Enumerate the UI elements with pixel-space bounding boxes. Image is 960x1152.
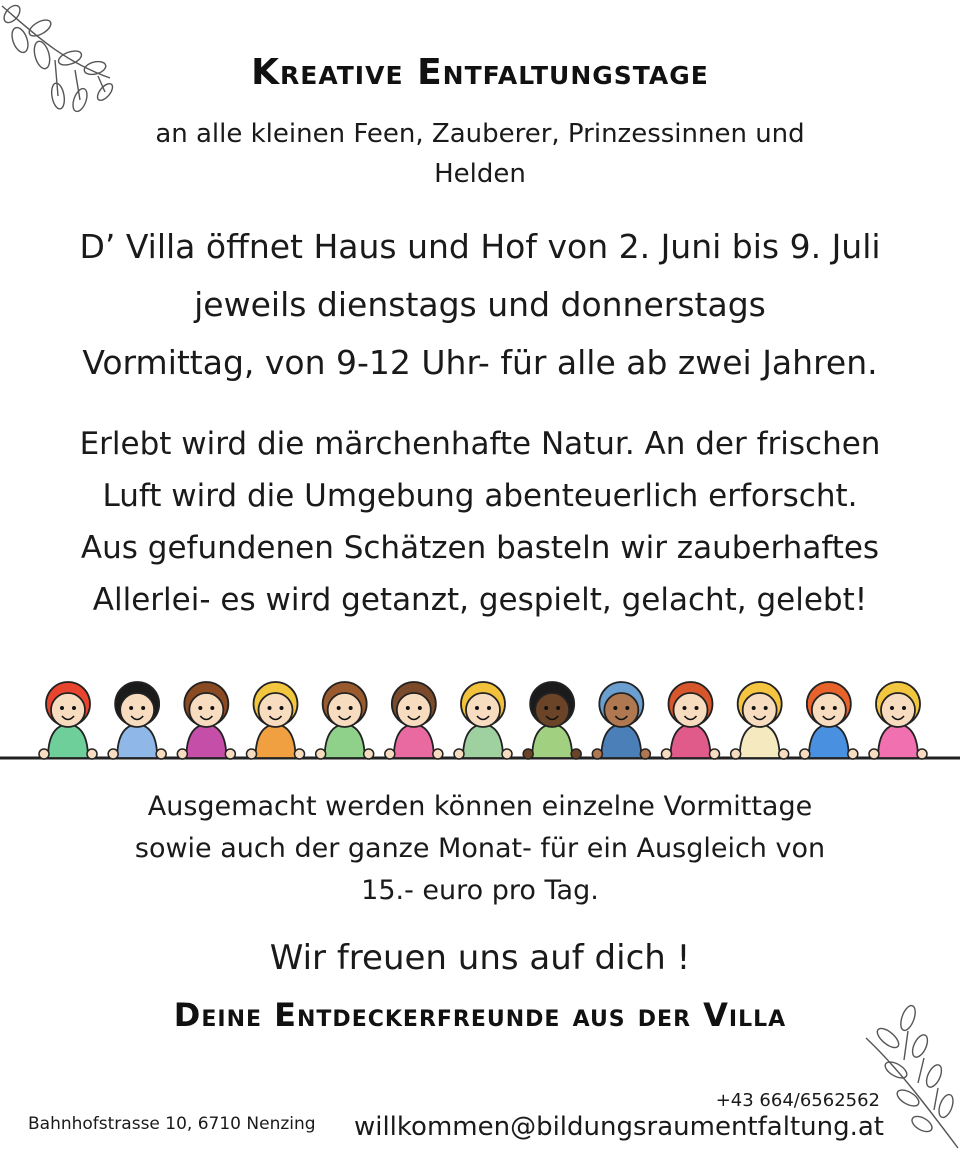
page-title: Kreative Entfaltungstage (251, 52, 709, 93)
dates-line: Vormittag, von 9-12 Uhr- für alle ab zwei Jahren. (82, 343, 878, 382)
child-figure (177, 682, 235, 759)
child-figure (662, 682, 720, 759)
address: Bahnhofstrasse 10, 6710 Nenzing (28, 1114, 316, 1134)
subtitle-line: Helden (434, 159, 526, 189)
dates-line: jeweils dienstags und donnerstags (194, 285, 766, 324)
fee-line: sowie auch der ganze Monat- für ein Ausgleich von (134, 833, 826, 864)
subtitle-line: an alle kleinen Feen, Zauberer, Prinzessinnen und (155, 119, 805, 149)
description-line: Aus gefundenen Schätzen basteln wir zauberhaftes (80, 530, 880, 566)
children-illustration (0, 662, 960, 772)
child-figure (454, 682, 512, 759)
child-figure (523, 682, 581, 759)
child-figure (247, 682, 305, 759)
email-link[interactable]: willkommen@bildungsraumentfaltung.at (353, 1112, 884, 1142)
child-figure (800, 682, 858, 759)
fee-block (40, 786, 920, 912)
greeting: Wir freuen uns auf dich ! (269, 938, 691, 978)
child-figure (385, 682, 443, 759)
description-block (0, 418, 960, 626)
dates-line: D’ Villa öffnet Haus und Hof von 2. Juni bis 9. Juli (79, 227, 881, 266)
fee-line: 15.- euro pro Tag. (361, 875, 599, 906)
signature: Deine Entdeckerfreunde aus der Villa (173, 996, 787, 1034)
description-line: Erlebt wird die märchenhafte Natur. An der frischen (79, 426, 881, 462)
child-figure (731, 682, 789, 759)
description-line: Luft wird die Umgebung abenteuerlich erforscht. (102, 478, 858, 514)
dates-block (0, 218, 960, 392)
fee-line: Ausgemacht werden können einzelne Vormittage (147, 791, 813, 822)
child-figure (869, 682, 927, 759)
child-figure (39, 682, 97, 759)
child-figure (316, 682, 374, 759)
subtitle (60, 114, 900, 194)
child-figure (108, 682, 166, 759)
phone-number[interactable]: +43 664/6562562 (715, 1090, 880, 1111)
description-line: Allerlei- es wird getanzt, gespielt, gelacht, gelebt! (92, 582, 868, 618)
child-figure (592, 682, 650, 759)
